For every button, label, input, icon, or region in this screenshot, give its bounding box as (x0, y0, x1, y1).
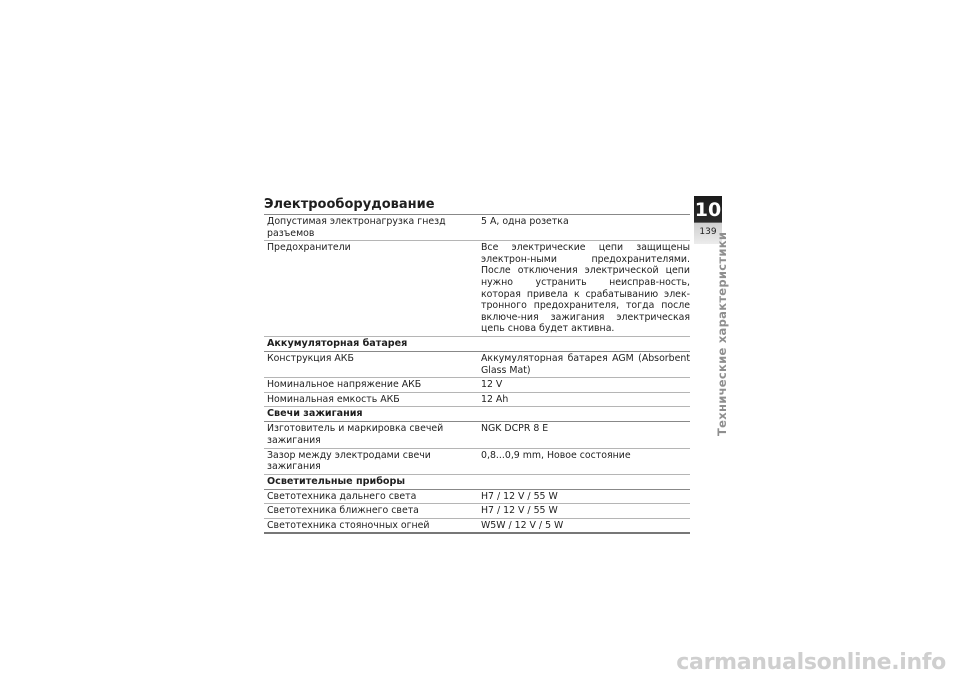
row-label: Светотехника ближнего света (267, 505, 419, 517)
row-label: Конструкция АКБ (267, 352, 354, 364)
row-label: Предохранители (267, 242, 351, 254)
row-value: Все электрические цепи защищены электрон-ными предохранителями. После отключения электрической цепи нужно устранить неисправ-ность, которая привела к срабатыванию элек-тронного предохранителя, тогда после включе-ния зажигания электрическая цепь снова будет активна. (481, 242, 690, 335)
row-label: Светотехника дальнего света (267, 490, 417, 502)
table-row (264, 519, 690, 535)
row-value: Аккумуляторная батарея AGM (Absorbent Glass Mat) (481, 352, 690, 376)
table-row (264, 504, 690, 519)
page-number: 139 (699, 227, 717, 237)
watermark: carmanualsonline.info (676, 650, 946, 675)
chapter-number: 10 (694, 199, 722, 221)
table-row (264, 378, 690, 393)
spec-table (264, 214, 690, 534)
row-label: Номинальная емкость АКБ (267, 393, 400, 405)
row-label: Изготовитель и маркировка свечей зажигания (267, 423, 444, 446)
row-label: Номинальное напряжение АКБ (267, 379, 422, 391)
row-label: Допустимая электронагрузка гнезд разъемов (267, 216, 446, 239)
row-value: H7 / 12 V / 55 W (481, 505, 558, 517)
table-row (264, 352, 690, 378)
table-row (264, 449, 690, 475)
table-row (264, 215, 690, 241)
row-value: 0,8...0,9 mm, Новое состояние (481, 449, 631, 461)
row-value: NGK DCPR 8 E (481, 423, 549, 435)
table-row (264, 241, 690, 337)
row-value: 5 А, одна розетка (481, 216, 569, 227)
section-header-lights: Осветительные приборы (264, 475, 690, 490)
section-header-battery: Аккумуляторная батарея (264, 337, 690, 352)
row-value: 12 Ah (481, 393, 509, 405)
row-value: W5W / 12 V / 5 W (481, 519, 564, 531)
row-label: Светотехника стояночных огней (267, 519, 430, 531)
table-row (264, 393, 690, 408)
section-header-spark-plugs: Свечи зажигания (264, 407, 690, 422)
side-chapter-title: Технические характеристики (715, 231, 729, 436)
row-value: H7 / 12 V / 55 W (481, 490, 558, 502)
table-row (264, 422, 690, 448)
row-label: Зазор между электродами свечи зажигания (267, 449, 431, 473)
row-value: 12 V (481, 379, 503, 391)
table-row (264, 490, 690, 505)
page-title: Электрооборудование (264, 197, 435, 212)
